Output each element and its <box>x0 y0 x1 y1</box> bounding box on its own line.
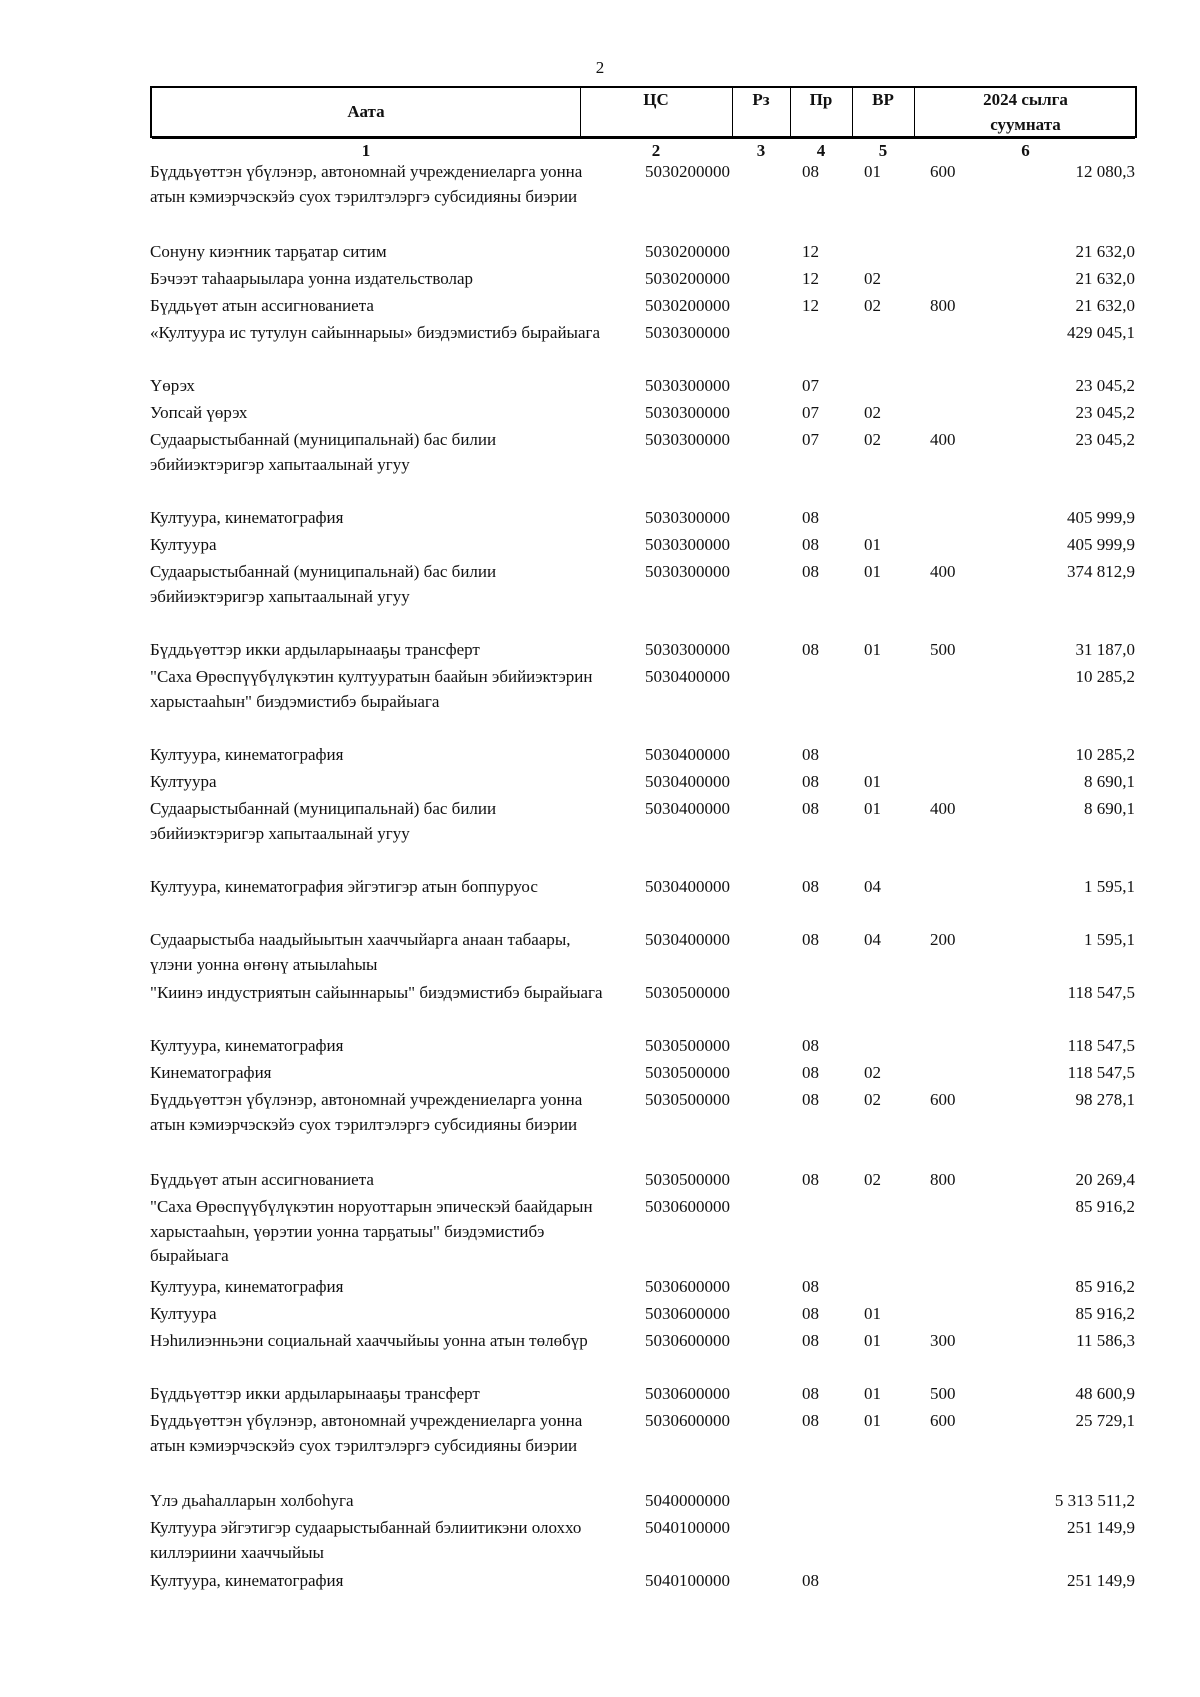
row-name: Култуура, кинематография эйгэтигэр атын боппуруос <box>150 877 538 896</box>
row-sum: 429 045,1 <box>1067 323 1135 342</box>
row-rz: 08 <box>802 799 819 818</box>
row-name: Үөрэх <box>150 376 195 395</box>
row-pr: 02 <box>864 430 881 449</box>
table-row <box>150 1034 1137 1061</box>
table-row <box>150 770 1137 797</box>
table-row <box>150 665 1137 743</box>
table-row <box>150 267 1137 294</box>
row-pr: 01 <box>864 562 881 581</box>
row-pr: 02 <box>864 269 881 288</box>
row-name: Бүддьүөт атын ассигнованиета <box>150 1170 374 1189</box>
row-sum: 12 080,3 <box>1075 162 1135 181</box>
row-name: Култуура, кинематография <box>150 745 344 764</box>
row-name: Бүддьүөттэр икки ардыларынааҕы трансферт <box>150 640 480 659</box>
table-row <box>150 1088 1137 1168</box>
row-cs: 5030500000 <box>645 983 730 1002</box>
row-rz: 07 <box>802 430 819 449</box>
row-name: Бүддьүөттэн үбүлэнэр, автономнай учреждениеларга уонна атын кэмиэрчэскэйэ суох тэрилтэлэргэ субсидияны биэрии <box>150 1411 583 1455</box>
row-sum: 25 729,1 <box>1075 1411 1135 1430</box>
table-row <box>150 1275 1137 1302</box>
table-row <box>150 506 1137 533</box>
table-row <box>150 1061 1137 1088</box>
row-name: "Саха Өрөспүүбүлүкэтин култууратын баайын эбийиэктэрин харыстааһын" биэдэмистибэ бырайыага <box>150 667 593 711</box>
row-vr: 400 <box>930 799 956 818</box>
header-divider <box>152 138 1135 139</box>
row-rz: 08 <box>802 562 819 581</box>
row-pr: 04 <box>864 877 881 896</box>
row-cs: 5030300000 <box>645 430 730 449</box>
header-num-3: 3 <box>756 141 766 160</box>
row-name: Судаарыстыбаннай (муниципальнай) бас билии эбийиэктэригэр хапытаалынай угуу <box>150 430 497 474</box>
header-sum: 2024 сылга <box>983 90 1068 109</box>
row-sum: 23 045,2 <box>1075 430 1135 449</box>
row-rz: 08 <box>802 1331 819 1350</box>
row-rz: 08 <box>802 1170 819 1189</box>
row-cs: 5030300000 <box>645 376 730 395</box>
row-pr: 01 <box>864 799 881 818</box>
row-name: «Култуура ис тутулун сайыннарыы» биэдэмистибэ бырайыага <box>150 323 601 342</box>
row-cs: 5030600000 <box>645 1411 730 1430</box>
row-sum: 118 547,5 <box>1067 1063 1135 1082</box>
row-sum: 21 632,0 <box>1075 296 1135 315</box>
header-num-4: 4 <box>816 141 826 160</box>
table-row <box>150 294 1137 321</box>
row-name: Култуура, кинематография <box>150 1036 344 1055</box>
row-cs: 5030600000 <box>645 1197 730 1216</box>
row-name: Судаарыстыба наадыйыытын хааччыйарга анаан табаары, үлэни уонна өҥөнү атыылаһыы <box>150 930 571 974</box>
row-sum: 98 278,1 <box>1075 1090 1135 1109</box>
row-cs: 5030500000 <box>645 1170 730 1189</box>
row-sum: 21 632,0 <box>1075 269 1135 288</box>
row-cs: 5030200000 <box>645 242 730 261</box>
row-name: Үлэ дьаһалларын холбоһуга <box>150 1491 354 1510</box>
header-num-1: 1 <box>361 141 371 160</box>
header-num-6: 6 <box>1021 141 1030 160</box>
row-rz: 08 <box>802 930 819 949</box>
table-row <box>150 1168 1137 1195</box>
row-name: Култуура <box>150 1304 217 1323</box>
row-rz: 08 <box>802 1384 819 1403</box>
row-sum: 8 690,1 <box>1084 799 1135 818</box>
row-sum: 374 812,9 <box>1067 562 1135 581</box>
table-header <box>150 86 1137 160</box>
header-num-5: 5 <box>878 141 888 160</box>
table-row <box>150 1569 1137 1596</box>
row-cs: 5030400000 <box>645 799 730 818</box>
row-cs: 5030300000 <box>645 323 730 342</box>
table-row <box>150 1329 1137 1382</box>
row-vr: 400 <box>930 430 956 449</box>
row-name: Бүддьүөттэн үбүлэнэр, автономнай учреждениеларга уонна атын кэмиэрчэскэйэ суох тэрилтэлэргэ субсидияны биэрии <box>150 162 583 206</box>
row-pr: 01 <box>864 162 881 181</box>
table-row <box>150 1489 1137 1516</box>
row-rz: 08 <box>802 1304 819 1323</box>
row-rz: 08 <box>802 1411 819 1430</box>
row-name: Кинематография <box>150 1063 272 1082</box>
row-name: Бүддьүөттэн үбүлэнэр, автономнай учреждениеларга уонна атын кэмиэрчэскэйэ суох тэрилтэлэргэ субсидияны биэрии <box>150 1090 583 1134</box>
row-name: "Саха Өрөспүүбүлүкэтин норуоттарын эпическэй баайдарын харыстааһын, үөрэтии уонна тарҕатыы" биэдэмистибэ бырайыага <box>150 1197 593 1265</box>
header-cs: ЦС <box>643 90 669 109</box>
row-name: Култуура <box>150 772 217 791</box>
table-row <box>150 1516 1137 1569</box>
row-pr: 01 <box>864 1384 881 1403</box>
row-sum: 251 149,9 <box>1067 1518 1135 1537</box>
row-pr: 01 <box>864 772 881 791</box>
table-row <box>150 428 1137 506</box>
row-pr: 01 <box>864 1411 881 1430</box>
row-sum: 23 045,2 <box>1075 403 1135 422</box>
row-rz: 07 <box>802 403 819 422</box>
row-vr: 500 <box>930 1384 956 1403</box>
row-vr: 500 <box>930 640 956 659</box>
row-rz: 08 <box>802 1063 819 1082</box>
table-row <box>150 1302 1137 1329</box>
row-vr: 600 <box>930 1411 956 1430</box>
row-sum: 20 269,4 <box>1075 1170 1135 1189</box>
row-sum: 85 916,2 <box>1075 1304 1135 1323</box>
row-cs: 5030400000 <box>645 745 730 764</box>
row-cs: 5030400000 <box>645 930 730 949</box>
row-sum: 5 313 511,2 <box>1054 1491 1135 1510</box>
row-sum: 8 690,1 <box>1084 772 1135 791</box>
row-rz: 08 <box>802 745 819 764</box>
row-sum: 1 595,1 <box>1084 930 1135 949</box>
table-row <box>150 981 1137 1034</box>
table-row <box>150 875 1137 928</box>
row-sum: 10 285,2 <box>1075 667 1135 686</box>
row-rz: 08 <box>802 535 819 554</box>
row-cs: 5030600000 <box>645 1331 730 1350</box>
row-sum: 10 285,2 <box>1075 745 1135 764</box>
row-pr: 02 <box>864 1170 881 1189</box>
row-cs: 5030300000 <box>645 562 730 581</box>
row-rz: 08 <box>802 162 819 181</box>
row-cs: 5030300000 <box>645 535 730 554</box>
row-cs: 5030500000 <box>645 1036 730 1055</box>
row-rz: 12 <box>802 269 819 288</box>
table-row <box>150 240 1137 267</box>
row-pr: 02 <box>864 1090 881 1109</box>
table-row <box>150 401 1137 428</box>
row-rz: 08 <box>802 1090 819 1109</box>
row-sum: 85 916,2 <box>1075 1197 1135 1216</box>
header-name: Аата <box>347 102 385 121</box>
row-cs: 5040100000 <box>645 1571 730 1590</box>
row-sum: 118 547,5 <box>1067 983 1135 1002</box>
row-rz: 08 <box>802 640 819 659</box>
row-sum: 1 595,1 <box>1084 877 1135 896</box>
row-name: Бүддьүөттэр икки ардыларынааҕы трансферт <box>150 1384 480 1403</box>
page-number: 2 <box>595 58 605 77</box>
row-vr: 200 <box>930 930 956 949</box>
row-vr: 400 <box>930 562 956 581</box>
row-cs: 5040000000 <box>645 1491 730 1510</box>
table-body <box>150 160 1137 1596</box>
row-name: Судаарыстыбаннай (муниципальнай) бас билии эбийиэктэригэр хапытаалынай угуу <box>150 799 497 843</box>
row-sum: 251 149,9 <box>1067 1571 1135 1590</box>
row-name: Сонуну киэҥник тарҕатар ситим <box>150 242 387 261</box>
row-name: Култуура, кинематография <box>150 508 344 527</box>
row-cs: 5030300000 <box>645 403 730 422</box>
row-name: Култуура, кинематография <box>150 1571 344 1590</box>
row-rz: 08 <box>802 508 819 527</box>
row-cs: 5030500000 <box>645 1063 730 1082</box>
row-name: Култуура эйгэтигэр судаарыстыбаннай бэлиитикэни олоххо киллэриини хааччыйыы <box>150 1518 582 1562</box>
row-pr: 01 <box>864 1331 881 1350</box>
row-pr: 02 <box>864 1063 881 1082</box>
row-name: Култуура, кинематография <box>150 1277 344 1296</box>
row-cs: 5030600000 <box>645 1277 730 1296</box>
row-rz: 08 <box>802 1571 819 1590</box>
row-rz: 12 <box>802 296 819 315</box>
row-vr: 800 <box>930 1170 956 1189</box>
header-pr: Пр <box>809 90 833 109</box>
row-cs: 5030400000 <box>645 877 730 896</box>
table-row <box>150 533 1137 560</box>
row-cs: 5030300000 <box>645 508 730 527</box>
row-sum: 23 045,2 <box>1075 376 1135 395</box>
row-rz: 08 <box>802 877 819 896</box>
row-name: Уопсай үөрэх <box>150 403 248 422</box>
row-cs: 5030200000 <box>645 296 730 315</box>
row-rz: 12 <box>802 242 819 261</box>
header-sum-line2: суумната <box>990 115 1061 134</box>
row-cs: 5030600000 <box>645 1384 730 1403</box>
header-vr: ВР <box>872 90 894 109</box>
row-vr: 800 <box>930 296 956 315</box>
row-cs: 5030200000 <box>645 269 730 288</box>
header-num-2: 2 <box>651 141 661 160</box>
row-sum: 85 916,2 <box>1075 1277 1135 1296</box>
row-name: "Киинэ индустриятын сайыннарыы" биэдэмистибэ бырайыага <box>150 983 603 1002</box>
table-row <box>150 743 1137 770</box>
row-sum: 405 999,9 <box>1067 508 1135 527</box>
table-row <box>150 160 1137 240</box>
table-row <box>150 797 1137 875</box>
row-pr: 02 <box>864 296 881 315</box>
row-rz: 08 <box>802 1277 819 1296</box>
row-pr: 02 <box>864 403 881 422</box>
table-row <box>150 1382 1137 1409</box>
row-cs: 5030200000 <box>645 162 730 181</box>
row-sum: 11 586,3 <box>1076 1331 1135 1350</box>
row-vr: 600 <box>930 162 956 181</box>
row-rz: 08 <box>802 1036 819 1055</box>
row-name: Бүддьүөт атын ассигнованиета <box>150 296 374 315</box>
row-sum: 48 600,9 <box>1075 1384 1135 1403</box>
row-cs: 5030400000 <box>645 772 730 791</box>
row-cs: 5040100000 <box>645 1518 730 1537</box>
row-pr: 01 <box>864 1304 881 1323</box>
row-sum: 405 999,9 <box>1067 535 1135 554</box>
row-name: Судаарыстыбаннай (муниципальнай) бас билии эбийиэктэригэр хапытаалынай угуу <box>150 562 497 606</box>
table-row <box>150 321 1137 374</box>
row-cs: 5030600000 <box>645 1304 730 1323</box>
row-cs: 5030400000 <box>645 667 730 686</box>
row-pr: 01 <box>864 640 881 659</box>
row-sum: 118 547,5 <box>1067 1036 1135 1055</box>
table-row <box>150 374 1137 401</box>
row-name: Нэһилиэнньэни социальнай хааччыйыы уонна атын төлөбүр <box>150 1331 588 1350</box>
table-row <box>150 560 1137 638</box>
row-sum: 21 632,0 <box>1075 242 1135 261</box>
row-rz: 07 <box>802 376 819 395</box>
row-pr: 04 <box>864 930 881 949</box>
row-name: Култуура <box>150 535 217 554</box>
row-cs: 5030300000 <box>645 640 730 659</box>
table-row <box>150 928 1137 981</box>
row-pr: 01 <box>864 535 881 554</box>
table-row <box>150 638 1137 665</box>
table-row <box>150 1195 1137 1275</box>
row-name: Бэчээт таһаарыылара уонна издательстволар <box>150 269 474 288</box>
header-rz: Рз <box>752 90 770 109</box>
row-rz: 08 <box>802 772 819 791</box>
row-cs: 5030500000 <box>645 1090 730 1109</box>
row-vr: 600 <box>930 1090 956 1109</box>
row-sum: 31 187,0 <box>1075 640 1135 659</box>
table-row <box>150 1409 1137 1489</box>
row-vr: 300 <box>930 1331 956 1350</box>
